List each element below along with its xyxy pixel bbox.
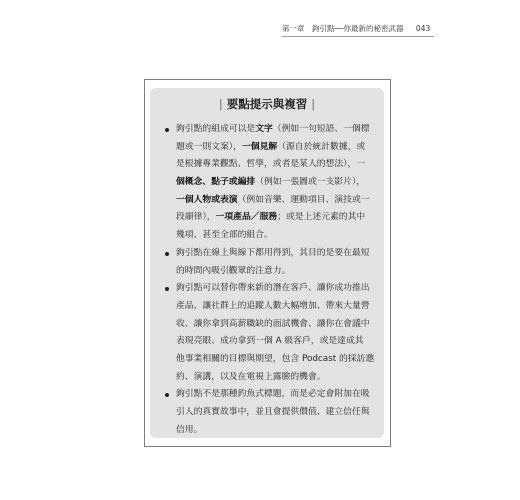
list-item-line xyxy=(176,333,373,351)
list-item-line xyxy=(176,404,373,422)
list-item xyxy=(163,245,373,280)
text-run: （例如音樂、運動項目、演技或一 xyxy=(237,194,370,205)
bullet-dot-icon xyxy=(165,252,169,256)
summary-list xyxy=(163,121,373,439)
list-item-line xyxy=(176,386,373,404)
text-run: 產品、讓社群上的追蹤人數大幅增加、帶來大量營 xyxy=(176,300,370,311)
list-item-line xyxy=(176,280,373,298)
box-title xyxy=(150,96,384,112)
list-item-line xyxy=(176,245,373,263)
text-run: 幾項、甚至全部的組合。 xyxy=(176,230,273,241)
list-item-line xyxy=(176,192,373,210)
bold-term: 一項產品／服務 xyxy=(215,212,278,223)
text-run: 信用。 xyxy=(176,424,203,435)
list-item-line xyxy=(176,209,373,227)
list-item xyxy=(163,386,373,439)
text-run: 鉤引點在線上與線下都用得到，其目的是要在最短 xyxy=(176,247,370,258)
running-header xyxy=(282,23,430,34)
list-item-line xyxy=(176,174,373,192)
list-item xyxy=(163,280,373,386)
text-run: 表現亮眼、成功拿到一個 A 級客戶，或是達成其 xyxy=(176,336,364,347)
text-run: 鉤引點的組成可以是 xyxy=(176,124,256,134)
bold-term: 個概念、點子或編排 xyxy=(176,177,256,188)
text-run: 收、讓你拿到高薪職缺的面試機會、讓你在會議中 xyxy=(176,318,370,329)
title-bar-right: | xyxy=(311,97,316,111)
title-bar-left: | xyxy=(218,97,223,111)
box-title-text: 要點提示與複習 xyxy=(226,97,308,111)
text-run: 是根據專業觀點、哲學，或者是某人的想法），一 xyxy=(176,159,366,170)
list-item-line xyxy=(176,121,373,139)
chapter-title: 第一章 鉤引點──你最新的秘密武器 xyxy=(282,24,404,33)
text-run: （源自於統計數據，或 xyxy=(277,141,366,152)
text-run: （例如一句短語、一個標 xyxy=(272,124,370,134)
list-item-line xyxy=(176,422,373,440)
list-item-line xyxy=(176,227,373,245)
list-item xyxy=(163,121,373,245)
text-run: 題或一則文案）， xyxy=(176,141,242,152)
text-run: 的時間內吸引觀眾的注意力。 xyxy=(176,265,291,276)
bullet-dot-icon xyxy=(165,287,169,291)
header-rule xyxy=(282,36,434,37)
text-run: 鉤引點不是那種釣魚式標題，而是必定會附加在吸 xyxy=(176,389,370,400)
text-run: 約、演講，以及在電視上露臉的機會。 xyxy=(176,371,326,382)
text-run: 鉤引點可以替你帶來新的潛在客戶、讓你成功推出 xyxy=(176,283,370,294)
page-number: 043 xyxy=(415,24,431,33)
bullet-dot-icon xyxy=(165,393,169,397)
list-item-line xyxy=(176,263,373,281)
list-item-line xyxy=(176,156,373,174)
list-item-line xyxy=(176,369,373,387)
bold-term: 一個見解 xyxy=(241,141,278,152)
list-item-line xyxy=(176,351,373,369)
text-run: 段韻律）， xyxy=(176,212,216,223)
text-run: （例如一張圖或一支影片）， xyxy=(255,177,366,188)
text-run: 引人的真實故事中，並且會提供價值、建立信任與 xyxy=(176,407,370,417)
list-item-line xyxy=(176,298,373,316)
bullet-dot-icon xyxy=(165,128,169,132)
bold-term: 文字 xyxy=(255,124,273,134)
list-item-line xyxy=(176,316,373,334)
list-item-line xyxy=(176,139,373,157)
text-run: 他事業相關的目標與期望，包含 Podcast 的採訪邀 xyxy=(176,353,375,364)
bold-term: 一個人物或表演 xyxy=(176,194,238,205)
text-run: ；或是上述元素的其中 xyxy=(277,212,366,223)
